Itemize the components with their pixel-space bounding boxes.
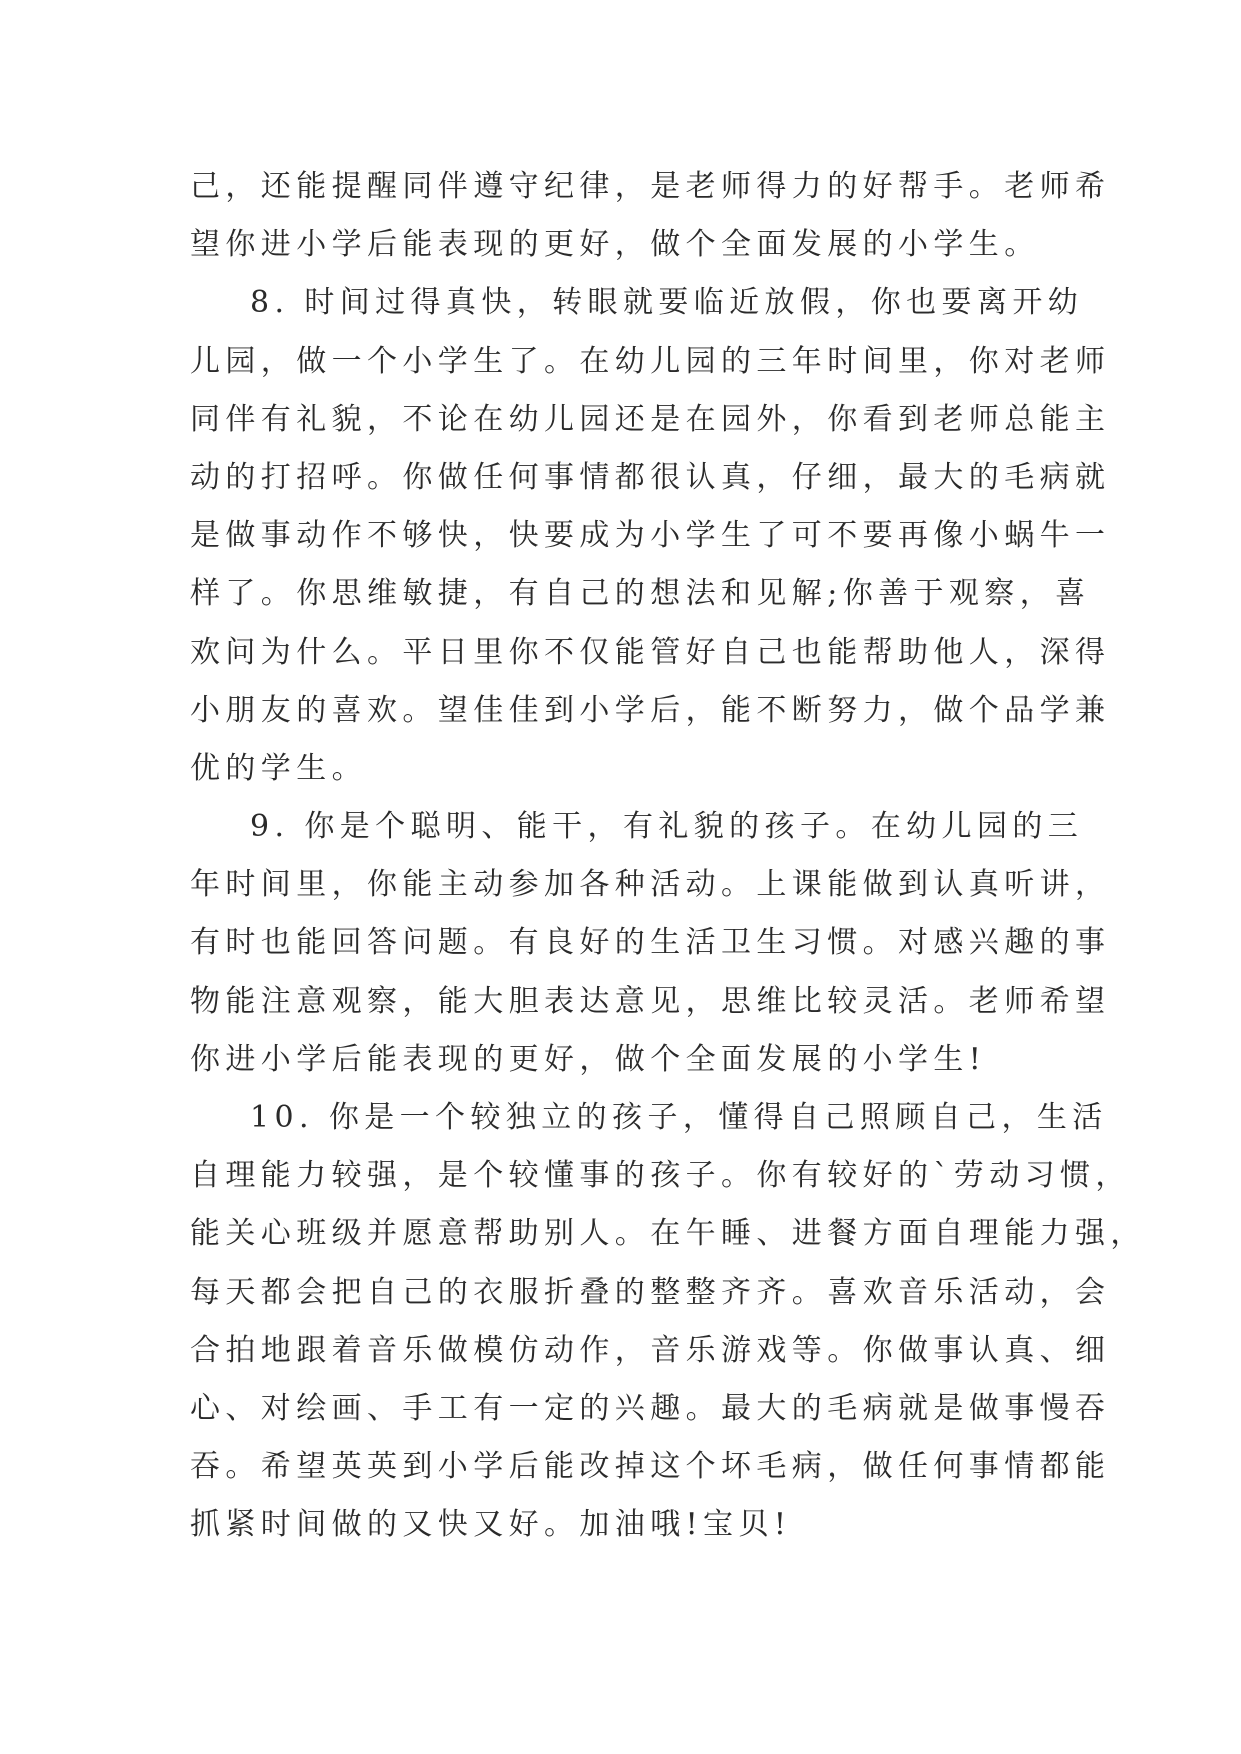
text-line: 吞。希望英英到小学后能改掉这个坏毛病，做任何事情都能 — [190, 1449, 1111, 1485]
text-line: 欢问为什么。平日里你不仅能管好自己也能帮助他人，深得 — [190, 634, 1111, 670]
paragraph-8-first-line: 8. 时间过得真快，转眼就要临近放假，你也要离开幼 — [250, 285, 1084, 321]
text-line: 样了。你思维敏捷，有自己的想法和见解;你善于观察，喜 — [190, 576, 1091, 612]
text-line: 小朋友的喜欢。望佳佳到小学后，能不断努力，做个品学兼 — [190, 692, 1111, 728]
text-line: 能关心班级并愿意帮助别人。在午睡、进餐方面自理能力强， — [190, 1216, 1146, 1252]
paragraph-10-first-line: 10. 你是一个较独立的孩子，懂得自己照顾自己，生活 — [250, 1100, 1108, 1135]
text-line: 合拍地跟着音乐做模仿动作，音乐游戏等。你做事认真、细 — [190, 1332, 1111, 1368]
text-line: 心、对绘画、手工有一定的兴趣。最大的毛病就是做事慢吞 — [190, 1390, 1111, 1426]
text-line: 优的学生。 — [190, 750, 367, 786]
text-line: 自理能力较强，是个较懂事的孩子。你有较好的`劳动习惯， — [190, 1158, 1131, 1194]
text-line: 同伴有礼貌，不论在幼儿园还是在园外，你看到老师总能主 — [190, 401, 1111, 437]
text-line: 是做事动作不够快，快要成为小学生了可不要再像小蜗牛一 — [190, 518, 1111, 554]
text-line: 每天都会把自己的衣服折叠的整整齐齐。喜欢音乐活动，会 — [190, 1274, 1111, 1310]
document-body — [190, 158, 1146, 1555]
text-line: 年时间里，你能主动参加各种活动。上课能做到认真听讲， — [190, 867, 1111, 903]
text-line: 物能注意观察，能大胆表达意见，思维比较灵活。老师希望 — [190, 983, 1111, 1019]
text-line: 己，还能提醒同伴遵守纪律，是老师得力的好帮手。老师希 — [190, 169, 1111, 204]
text-line: 有时也能回答问题。有良好的生活卫生习惯。对感兴趣的事 — [190, 925, 1111, 961]
paragraph-9-first-line: 9. 你是个聪明、能干，有礼貌的孩子。在幼儿园的三 — [250, 809, 1084, 845]
text-line: 动的打招呼。你做任何事情都很认真，仔细，最大的毛病就 — [190, 459, 1111, 495]
text-line: 你进小学后能表现的更好，做个全面发展的小学生! — [190, 1041, 987, 1077]
text-line: 儿园，做一个小学生了。在幼儿园的三年时间里，你对老师 — [190, 343, 1111, 379]
text-line: 望你进小学后能表现的更好，做个全面发展的小学生。 — [190, 227, 1040, 263]
text-line: 抓紧时间做的又快又好。加油哦!宝贝! — [190, 1507, 792, 1543]
